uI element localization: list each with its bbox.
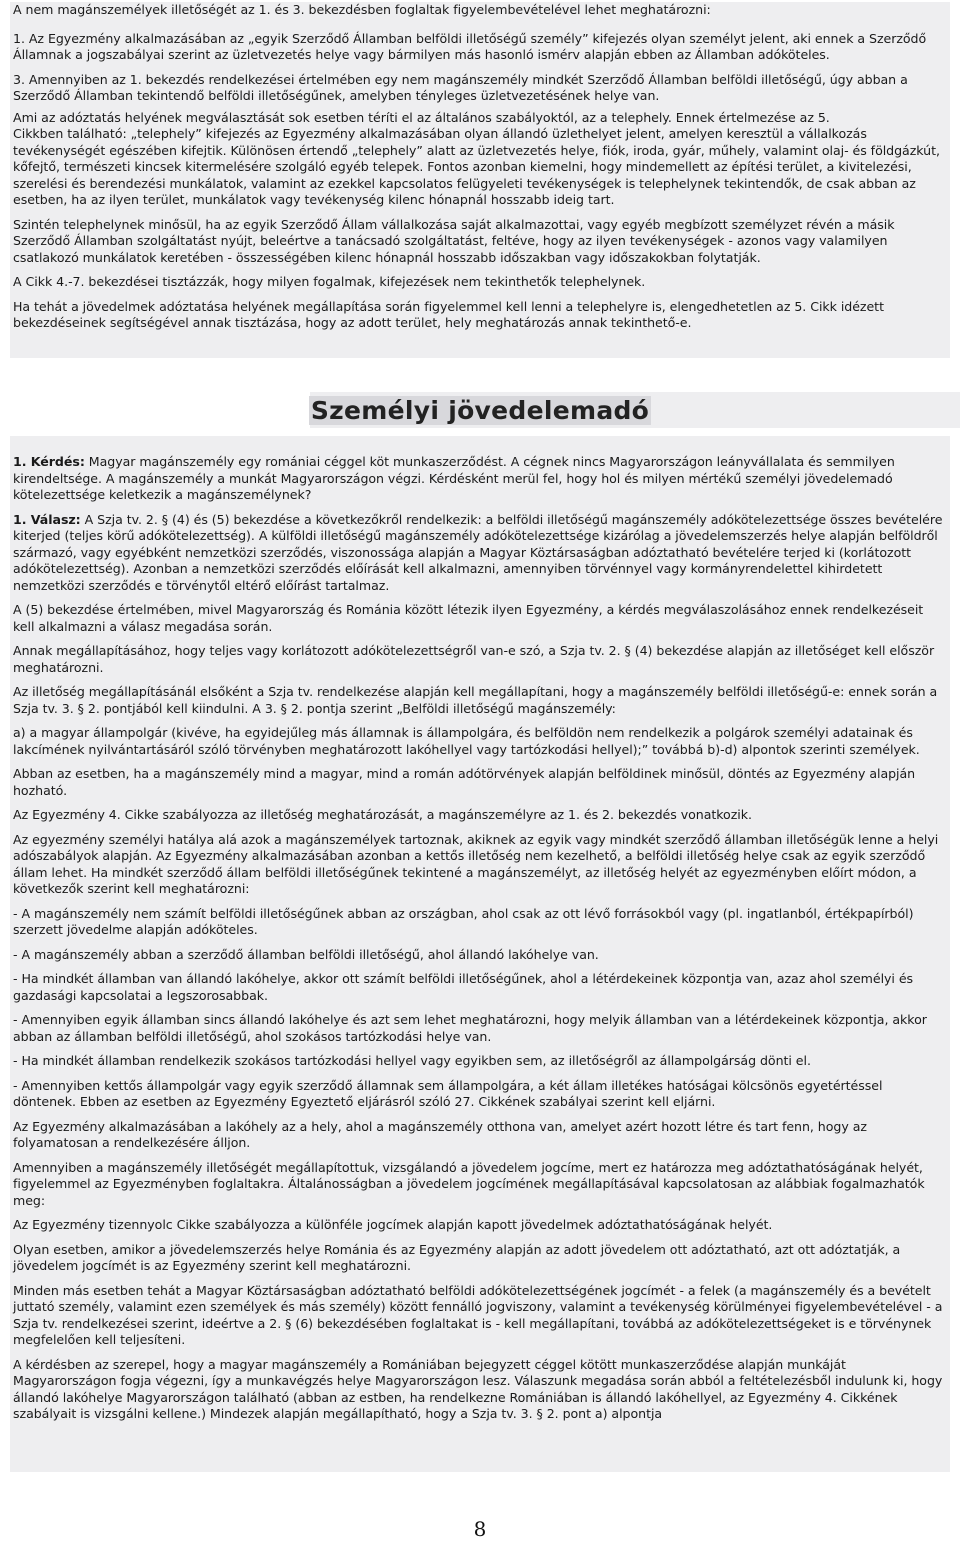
paragraph: Ha tehát a jövedelmek adóztatása helyének megállapítása során figyelemmel kell lenni a telephelyre is, elengedhetetlen az 5. Cikk idézett bekezdéseinek segítségével annak tisztázása, hogy az adott terület, hely meghatározás annak tekinthető-e. — [13, 298, 884, 330]
paragraph: Az Egyezmény 4. Cikke szabályozza az illetőség meghatározását, a magánszemélyre az 1. és 2. bekezdés vonatkozik. — [13, 807, 752, 822]
paragraph: a) a magyar állampolgár (kivéve, ha egyidejűleg más államnak is állampolgára, és belföldön nem rendelkezik a polgárok személyi adatainak és lakcímének nyilvántartásáról szóló törvényben meghatározott lakóhellyel vagy tartózkodási hellyel);” továbbá b)-d) alpontok szerinti személyek. — [13, 725, 920, 757]
paragraph: Minden más esetben tehát a Magyar Köztársaságban adóztatható belföldi adókötelezettségének jogcímét - a felek (a magánszemély és a bevételt juttató személy, valamint ezen személyek és más személy) között fennálló jogviszony, valamint a tevékenység körülményei figyelembevételével - a Szja tv. rendelkezései szerint, ideértve a 2. § (6) bekezdésében foglaltakat is - kell megállapítani, továbbá az adókötelezettségeket is e törvénynek megfelelően kell teljesíteni. — [13, 1282, 943, 1347]
paragraph: Az Egyezmény tizennyolc Cikke szabályozza a különféle jogcímek alapján kapott jövedelmek adóztathatóságának helyét. — [13, 1217, 773, 1232]
paragraph: Az egyezmény személyi hatálya alá azok a magánszemélyek tartoznak, akiknek az egyik vagy mindkét szerződő államban illetőségük lenne a helyi adószabályok alapján. Az Egyezmény alkalmazásában azonban a kettős illetőség nem kezelhető, a belföldi illetőség helye csak az egyik szerződő állam lehet. Ha mindkét szerződő állam belföldi illetőségűnek tekintené a magánszemélyt, az illetőség helyét az egyezményben előírt módon, a következők szerint kell meghatározni: — [13, 831, 939, 896]
question-label: 1. Kérdés: — [13, 454, 85, 469]
paragraph: 1. Az Egyezmény alkalmazásában az „egyik Szerződő Államban belföldi illetőségű személy” kifejezés olyan személyt jelent, aki ennek a Szerződő Államnak a jogszabályai szerint az üzletvezetés helye vagy bármilyen más hasonló ismérv alapján ebben az Államban adóköteles. — [13, 30, 927, 62]
paragraph: Olyan esetben, amikor a jövedelemszerzés helye Románia és az Egyezmény alapján az adott jövedelem ott adóztatható, azt ott adóztatják, a jövedelem jogcímét is az Egyezmény szerint kell meghatározni. — [13, 1241, 901, 1273]
page-title: Személyi jövedelemadó — [310, 395, 650, 425]
paragraph: Szintén telephelynek minősül, ha az egyik Szerződő Állam vállalkozása saját alkalmazottai, vagy egyéb megbízott személyzet révén a másik Szerződő Államban szolgáltatást nyújt, beleértve a tanácsadó szolgáltatást, feltéve, hogy az ilyen tevékenységek - azonos vagy valamilyen csatlakozó munkálatok keretében - összességében kilenc hónapnál hosszabb időszakban vagy időszakokban folytatják. — [13, 216, 895, 265]
paragraph: Amennyiben a magánszemély illetőségét megállapítottuk, vizsgálandó a jövedelem jogcíme, mert ez határozza meg adóztathatóságának helyét, figyelemmel az Egyezményben foglaltakra. Általánosságban a jövedelem jogcímének megállapításával kapcsolatosan az alábbiak fogalmazhatók meg: — [13, 1159, 925, 1208]
page-number: 8 — [473, 1517, 487, 1541]
answer-text: A Szja tv. 2. § (4) és (5) bekezdése a következőkről rendelkezik: a belföldi illetőségű magánszemély adókötelezettsége összes bevételére kiterjed (teljes körű adókötelezettség). A külföldi illetőségű magánszemély adókötelezettsége kizárólag a jövedelemszerzés helye alapján belföldről származó, vagy egyébként nemzetközi szerződés, viszonossága alapján a Magyar Köztársaságban adóztatható bevételére terjed ki (korlátozott adókötelezettség). Azonban a nemzetközi szerződés előírását kell alkalmazni, amennyiben törvénnyel vagy kormányrendelettel kihirdetett nemzetközi szerződés e törvénytől eltérő előírást tartalmaz. — [13, 511, 943, 593]
paragraph: Az Egyezmény alkalmazásában a lakóhely az a hely, ahol a magánszemély otthona van, amelyet azért hozott létre és tart fenn, hogy az folyamatosan a rendelkezésére álljon. — [13, 1118, 867, 1150]
title-container — [310, 392, 650, 428]
paragraph: Az illetőség megállapításánál elsőként a Szja tv. rendelkezése alapján kell megállapítani, hogy a magánszemély belföldi illetőségű-e: ennek során a Szja tv. 3. § 2. pontjából kell kiindulni. A 3. § 2. pontja szerint „Belföldi illetőségű magánszemély: — [13, 684, 938, 716]
answer-label: 1. Válasz: — [13, 511, 81, 527]
question — [13, 454, 947, 504]
paragraph: A kérdésben az szerepel, hogy a magyar magánszemély a Romániában bejegyzett céggel kötött munkaszerződése alapján munkáját Magyarországon fogja végezni, így a munkavégzés helye Magyarországon lesz. Válaszunk megadása során abból a feltételezésből indulunk ki, hogy állandó lakóhelye Magyarországon található (abban az estben, ha rendelkezne Romániában is állandó lakóhellyel, az Egyezmény 4. Cikkének szabályait is vizsgálni kellene.) Mindezek alapján megállapítható, hogy a Szja tv. 3. § 2. pont a) alpontja — [13, 1356, 943, 1421]
paragraph: 3. Amennyiben az 1. bekezdés rendelkezései értelmében egy nem magánszemély mindkét Szerződő Államban belföldi illetőségű, úgy abban a Szerződő Államban tekintendő belföldi illetőségűnek, amelyben tényleges üzletvezetésének helye van. — [13, 71, 908, 103]
paragraph: Annak megállapításához, hogy teljes vagy korlátozott adókötelezettségről van-e szó, a Szja tv. 2. § (4) bekezdése alapján az illetőséget kell először meghatározni. — [13, 643, 935, 675]
answer — [13, 512, 947, 595]
paragraph: A (5) bekezdése értelmében, mivel Magyarország és Románia között létezik ilyen Egyezmény, a kérdés megválaszolásához ennek rendelkezéseit kell alkalmazni a válasz megadása során. — [13, 602, 924, 634]
paragraph: Ami az adóztatás helyének megválasztását sok esetben téríti el az általános szabályoktól, az a telephely. Ennek értelmezése az 5. — [13, 109, 830, 125]
list-item: - A magánszemély nem számít belföldi illetőségűnek abban az országban, ahol csak az ott lévő forrásokból vagy (pl. ingatlanból, értékpapírból) szerzett jövedelme alapján adóköteles. — [13, 905, 914, 937]
section-1 — [10, 2, 950, 358]
section-2 — [10, 436, 950, 1472]
list-item: - Amennyiben kettős állampolgár vagy egyik szerződő államnak sem állampolgára, a két állam illetékes hatóságai kölcsönös egyetértéssel döntenek. Ebben az esetben az Egyezmény Egyeztető eljárásról szóló 27. Cikkének szabályai szerint kell eljárni. — [13, 1077, 883, 1109]
list-item: - Ha mindkét államban rendelkezik szokásos tartózkodási hellyel vagy egyikben sem, az illetőségről az állampolgárság dönti el. — [13, 1053, 811, 1068]
list-item: - Amennyiben egyik államban sincs állandó lakóhelye és azt sem lehet meghatározni, hogy melyik államban van a létérdekeinek központja, akkor abban az államban belföldi illetőségű, ahol szokásos tartózkodási helye van. — [13, 1012, 927, 1044]
list-item: - A magánszemély abban a szerződő államban belföldi illetőségű, ahol állandó lakóhelye van. — [13, 946, 599, 962]
list-item: - Ha mindkét államban van állandó lakóhelye, akkor ott számít belföldi illetőségűnek, ahol a létérdekeinek központja van, azaz ahol személyi és gazdasági kapcsolatai a legszorosabbak. — [13, 971, 914, 1003]
paragraph: A Cikk 4.-7. bekezdései tisztázzák, hogy milyen fogalmak, kifejezések nem tekinthetők telephelynek. — [13, 274, 646, 289]
paragraph: Abban az esetben, ha a magánszemély mind a magyar, mind a román adótörvények alapján belföldinek minősül, döntés az Egyezmény alapján hozható. — [13, 766, 916, 798]
paragraph: Cikkben található: „telephely” kifejezés az Egyezmény alkalmazásában olyan állandó üzlethelyet jelent, amelyen keresztül a vállalkozás tevékenységét egészében kifejtik. Különösen értendő „telephely” alatt az üzletvezetés helye, fiók, iroda, gyár, műhely, valamint olaj- és földgázkút, kőfejtő, természeti kincsek kitermelésére szolgáló egyéb telepek. Fontos azonban kiemelni, hogy mindemellett az építési terület, a kivitelezési, szerelési és berendezési munkálatok, valamint az ezekkel kapcsolatos felügyeleti tevékenységek is telephelynek tekintendők, de csak abban az esetben, ha az ilyen terület, munkálatok vagy tevékenység kilenc hónapnál hosszabb ideig tart. — [13, 126, 940, 207]
paragraph: A nem magánszemélyek illetőségét az 1. és 3. bekezdésben foglaltak figyelembevételével lehet meghatározni: — [13, 2, 711, 17]
question-text: Magyar magánszemély egy romániai céggel köt munkaszerződést. A cégnek nincs Magyarországon leányvállalata és semmilyen kirendeltsége. A magánszemély a munkát Magyarországon végzi. Kérdésként merül fel, hogy hol és milyen mértékű személyi jövedelemadó kötelezettsége keletkezik a magánszemélynek? — [13, 454, 895, 502]
